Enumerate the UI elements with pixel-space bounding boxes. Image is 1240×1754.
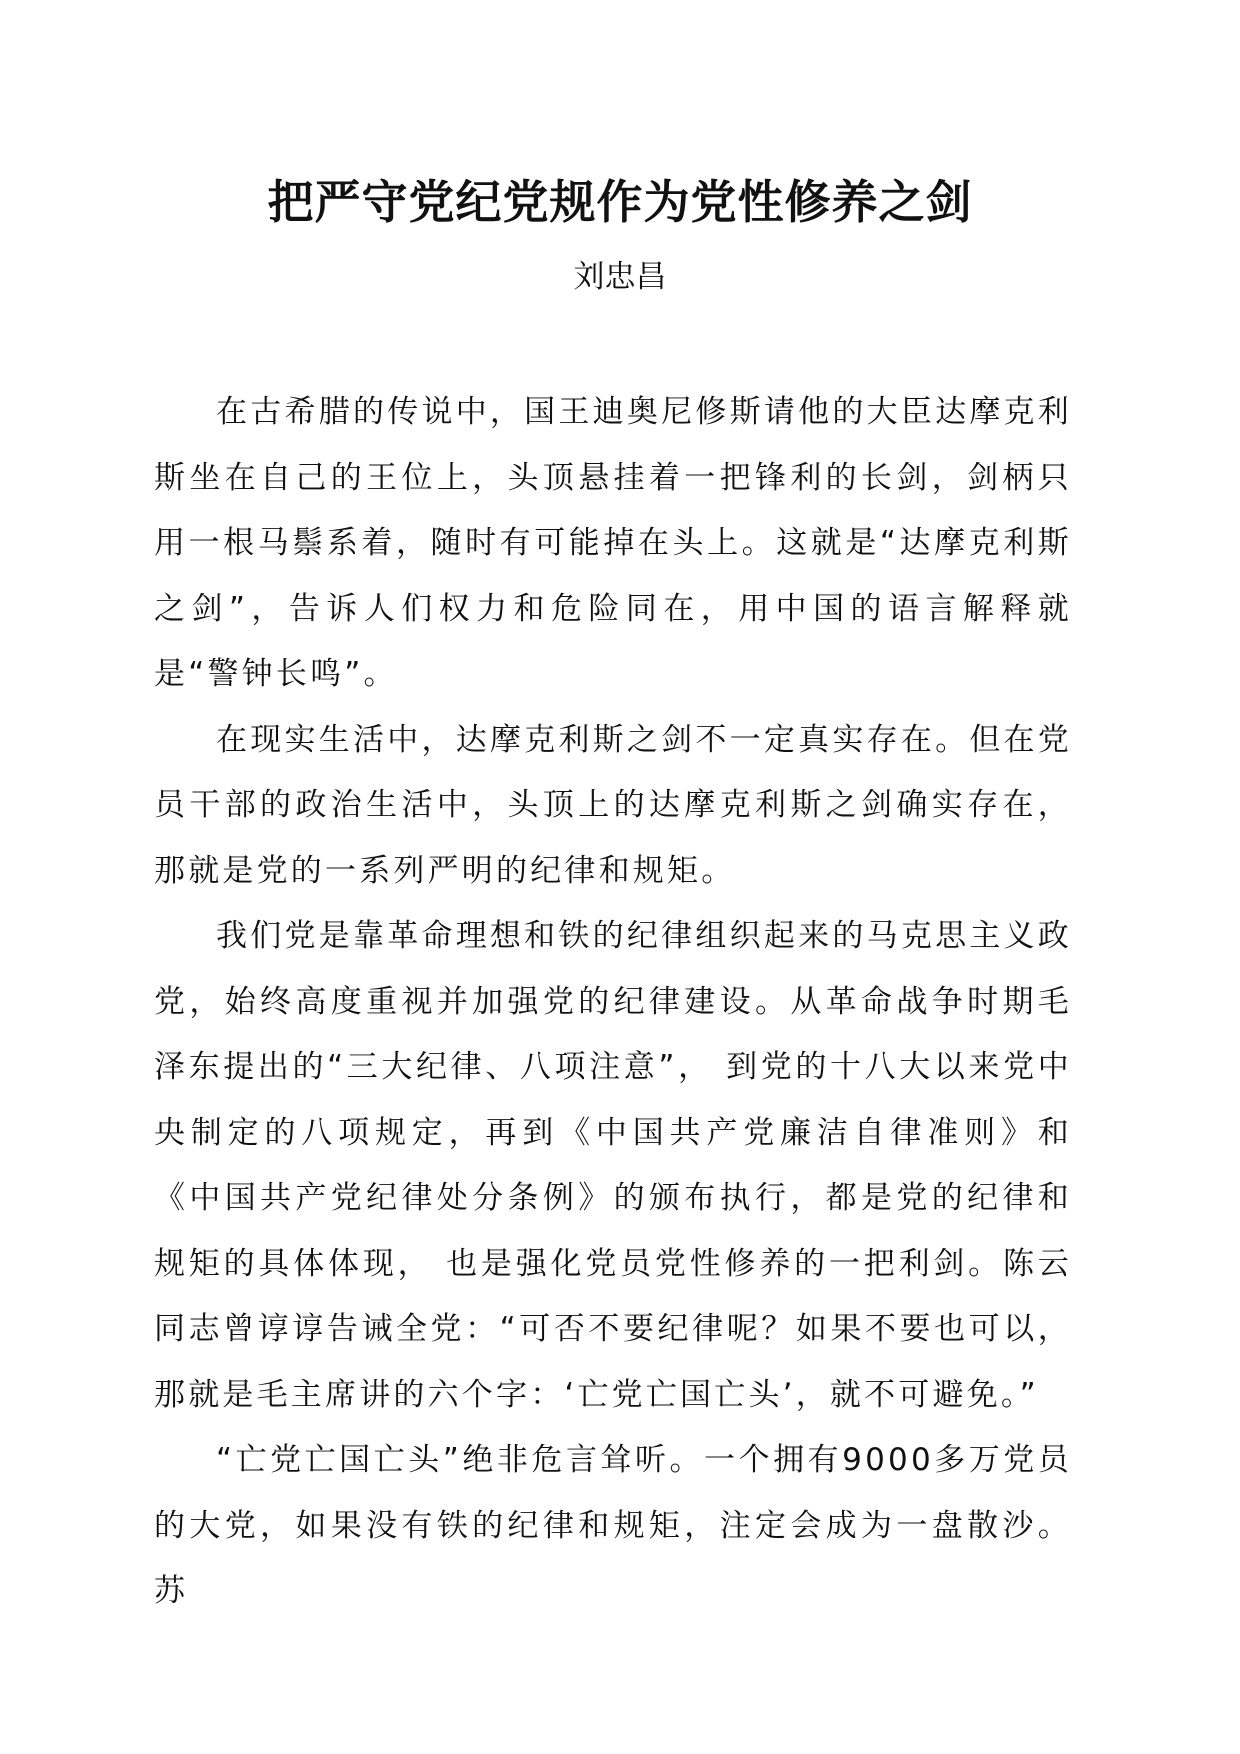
document-author: 刘忠昌	[573, 259, 667, 295]
paragraph: 我们党是靠革命理想和铁的纪律组织起来的马克思主义政党，始终高度重视并加强党的纪律建设。从革命战争时期毛泽东提出的“三大纪律、八项注意”， 到党的十八大以来党中央制定的八项规定，再到《中国共产党廉洁自律准则》和《中国共产党纪律处分条例》的颁布执行，都是党的纪律和规矩的具体体现， 也是强化党员党性修养的一把利剑。陈云同志曾谆谆告诫全党：“可否不要纪律呢？如果不要也可以，那就是毛主席讲的六个字：‘亡党亡国亡头’，就不可避免。”	[154, 918, 1072, 1413]
document-body	[154, 380, 1072, 1625]
paragraph: 在现实生活中，达摩克利斯之剑不一定真实存在。但在党员干部的政治生活中，头顶上的达摩克利斯之剑确实存在，那就是党的一系列严明的纪律和规矩。	[154, 721, 1072, 889]
paragraph: “亡党亡国亡头”绝非危言耸听。一个拥有9000多万党员的大党，如果没有铁的纪律和规矩，注定会成为一盘散沙。苏	[154, 1442, 1072, 1609]
paragraph: 在古希腊的传说中，国王迪奥尼修斯请他的大臣达摩克利斯坐在自己的王位上，头顶悬挂着一把锋利的长剑，剑柄只用一根马鬃系着，随时有可能掉在头上。这就是“达摩克利斯之剑”，告诉人们权力和危险同在，用中国的语言解释就是“警钟长鸣”。	[154, 394, 1072, 692]
document-title: 把严守党纪党规作为党性修养之剑	[267, 175, 973, 229]
